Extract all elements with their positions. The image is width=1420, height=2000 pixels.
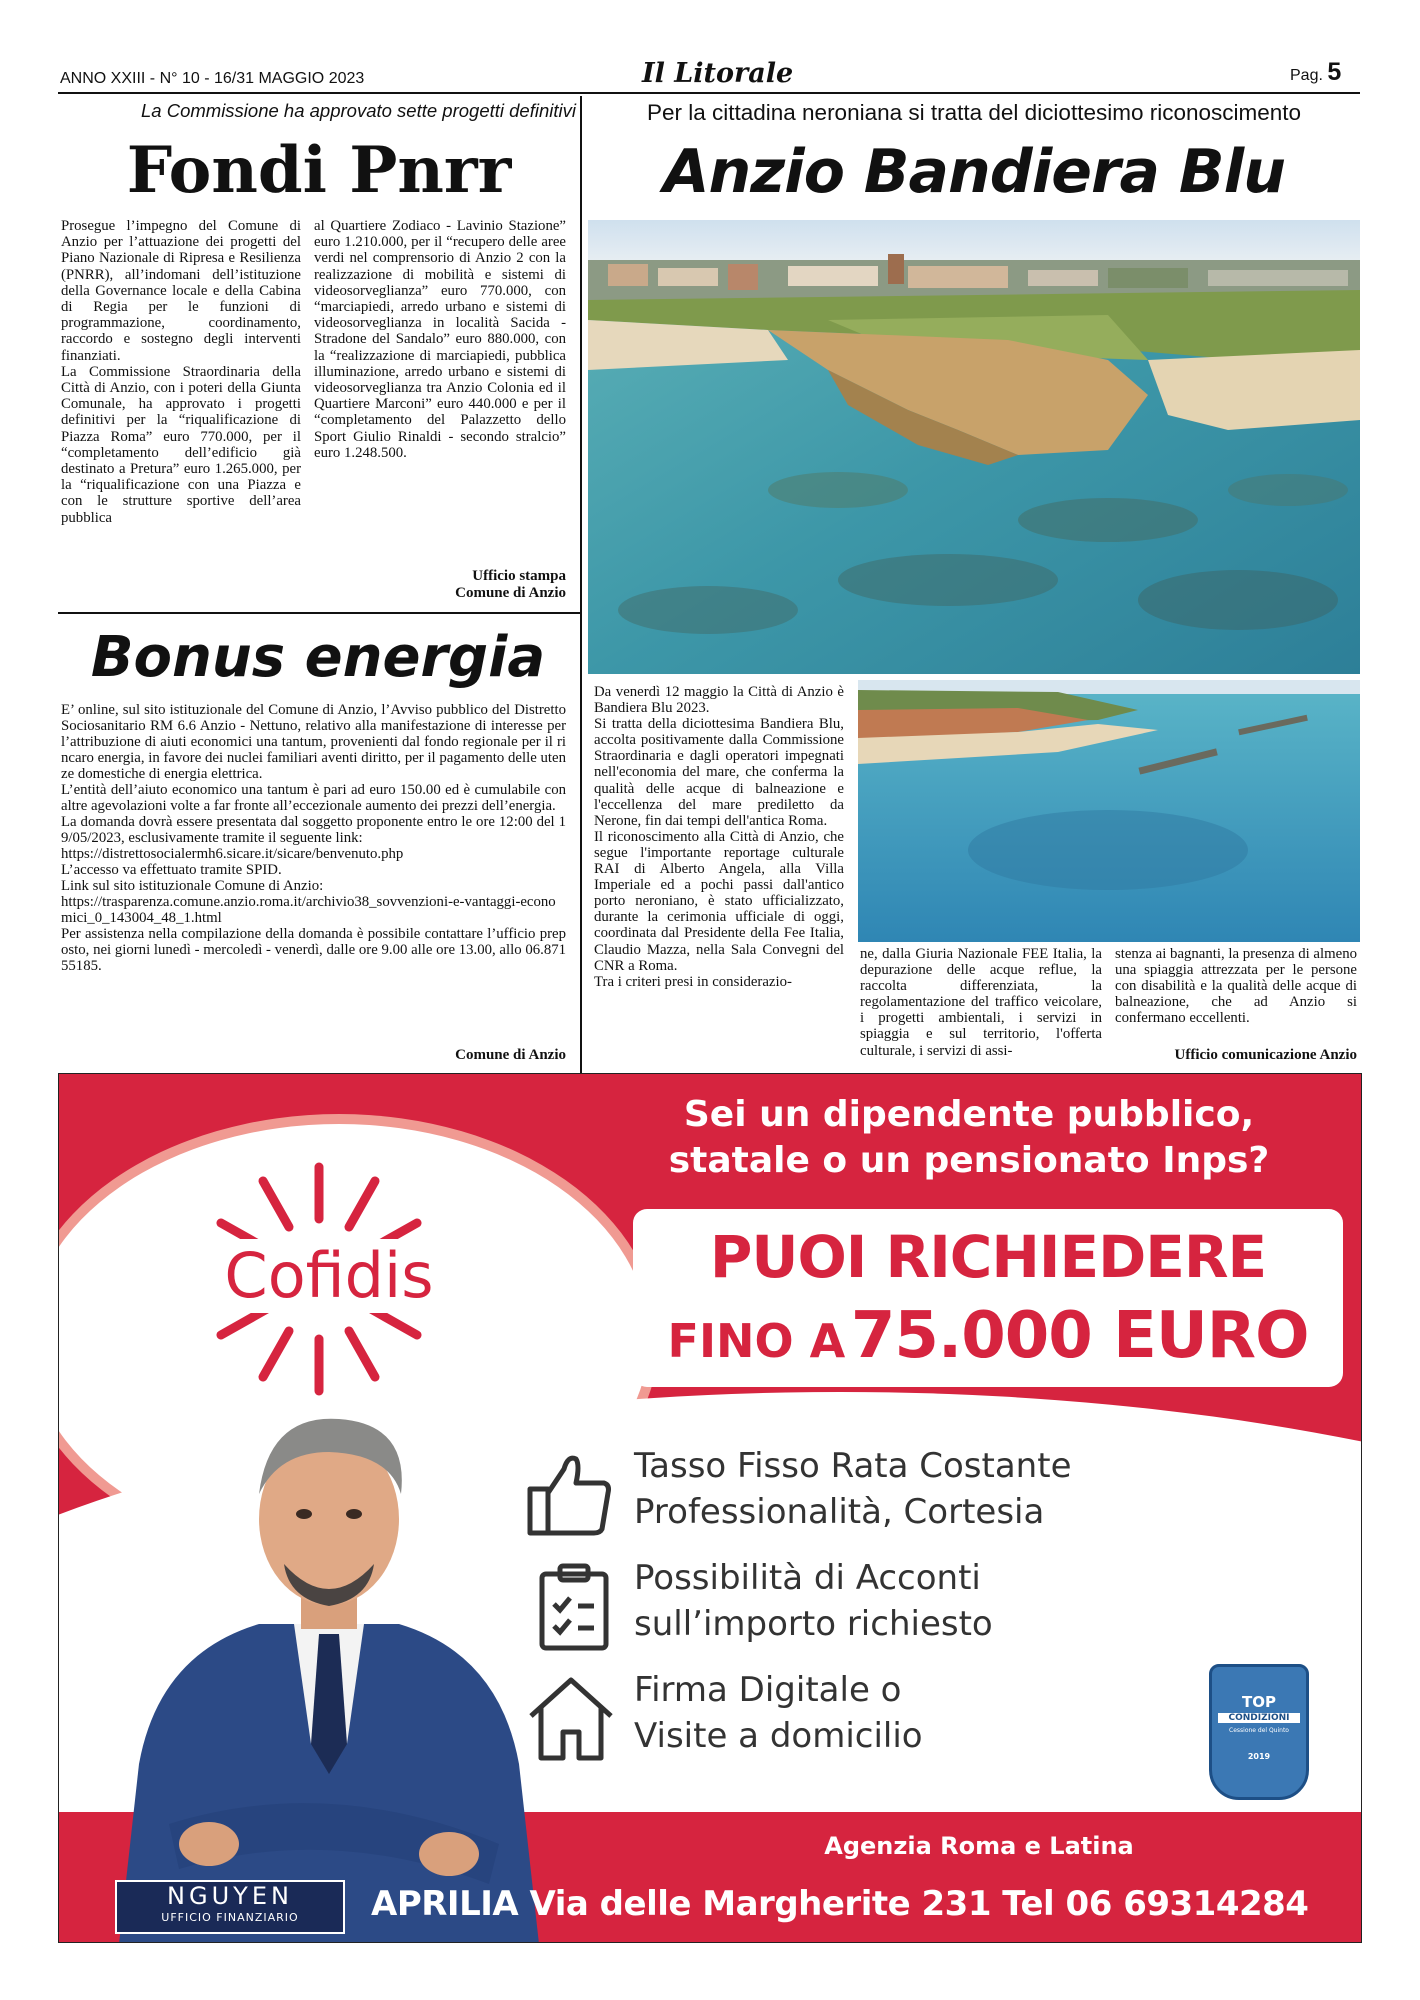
page-number-block <box>1290 58 1341 87</box>
badge-sub: Cessione del Quinto <box>1229 1727 1289 1734</box>
issue-info: ANNO XXIII - N° 10 - 16/31 MAGGIO 2023 <box>60 70 365 87</box>
house-icon <box>525 1674 617 1764</box>
page-label: Pag. <box>1290 67 1323 84</box>
anzio-kicker: Per la cittadina neroniana si tratta del diciottesimo riconoscimento <box>646 100 1302 125</box>
feature-3-line-2: Visite a domicilio <box>634 1716 923 1756</box>
feature-3-line-1: Firma Digitale o <box>634 1670 902 1710</box>
spokesman-photo <box>79 1324 579 1943</box>
section-rule <box>58 612 580 614</box>
anzio-aerial-photo <box>588 220 1360 674</box>
offer-box <box>633 1209 1343 1387</box>
fondi-column-1: Prosegue l’impegno del Comune di Anzio per l’attuazione dei progetti del Piano Nazionale di Ripresa e Resilienza (PNRR), all’indomani dell’istituzione della Governance locale e della Cabina di Regia per le funzioni di programmazione, coordinamento, raccordo e sostegno degli interventi finanziati. La Commissione Straordinaria della Città di Anzio, con i poteri della Giunta Comunale, ha approvato i progetti definitivi per la “riqualificazione di Piazza Roma” euro 770.000, per il “completamento dell’edificio già destinato a Pretura” euro 1.265.000, per la “riqualificazione con una Piazza e con le strutture sportive dell’area pubblica <box>61 218 301 526</box>
cofidis-ad <box>58 1073 1362 1943</box>
feature-2-line-2: sull’importo richiesto <box>634 1604 993 1644</box>
column-divider <box>580 96 582 1080</box>
anzio-column-3: stenza ai bagnanti, la presenza di almeno una spiaggia attrezzata per le persone con disabilità e la qualità delle acque di balneazione, che ad Anzio si confermano eccellenti. <box>1115 946 1357 1027</box>
brand-logo: Cofidis <box>179 1239 479 1313</box>
partner-logo <box>115 1880 345 1934</box>
feature-1-line-1: Tasso Fisso Rata Costante <box>634 1446 1072 1486</box>
partner-sub: UFFICIO FINANZIARIO <box>161 1911 299 1924</box>
thumbs-up-icon <box>524 1449 614 1539</box>
bonus-signature: Comune di Anzio <box>455 1047 566 1063</box>
agency-label: Agenzia Roma e Latina <box>824 1832 1134 1860</box>
clipboard-icon <box>534 1562 614 1652</box>
badge-top: TOP <box>1242 1693 1276 1711</box>
feature-1-line-2: Professionalità, Cortesia <box>634 1492 1045 1532</box>
fondi-signature-1: Ufficio stampa <box>472 568 566 584</box>
offer-amount: 75.000 EURO <box>850 1299 1309 1373</box>
header-rule <box>58 92 1360 94</box>
anzio-title: Anzio Bandiera Blu <box>663 137 1285 207</box>
anzio-column-1: Da venerdì 12 maggio la Città di Anzio è Bandiera Blu 2023. Si tratta della diciottesima Bandiera Blu, accolta positivamente dalla Commissione Straordinaria e dagli operatori impegnati nell'economia del mare, che conferma la qualità delle acque di balneazione e l'eccellenza del mare prediletto da Nerone, fin dai tempi dell'antica Roma. Il riconoscimento alla Città di Anzio, che segue l'importante reportage culturale RAI di Alberto Angela, alla Villa Imperiale ed a pochi passi dall'antico porto neroniano, è stato ufficializzato, durante la cerimonia ufficiale di oggi, coordinata dal Presidente della Fee Italia, Claudio Mazza, nella Sala Convegni del CNR a Roma. Tra i criteri presi in considerazio- <box>594 684 844 990</box>
partner-name: NGUYEN <box>167 1882 293 1910</box>
page-number: 5 <box>1327 58 1342 86</box>
fondi-title: Fondi Pnrr <box>126 133 512 208</box>
masthead: Il Litorale <box>642 58 794 89</box>
badge-middle: CONDIZIONI <box>1218 1713 1300 1723</box>
anzio-beach-photo <box>858 680 1360 942</box>
feature-2-line-1: Possibilità di Acconti <box>634 1558 981 1598</box>
fondi-column-2: al Quartiere Zodiaco - Lavinio Stazione” euro 1.210.000, per il “recupero delle aree verdi nel comprensorio di Anzio 2 con la realizzazione di mobilità e sistemi di videosorveglianza” euro 770.000, con “marciapiedi, arredo urbano e sistemi di videosorveglianza in località Sacida - Stradone del Sandalo” euro 880.000, con la “realizzazione di marciapiedi, pubblica illuminazione, arredo urbano e sistemi di videosorveglianza tra Anzio Colonia ed il Quartiere Marconi” euro 440.000 e per il “completamento del Palazzetto dello Sport Giulio Rinaldi - secondo stralcio” euro 1.248.500. <box>314 218 566 461</box>
offer-line-2 <box>633 1299 1343 1373</box>
offer-prefix: FINO A <box>667 1314 846 1368</box>
ad-question-1: Sei un dipendente pubblico, <box>683 1094 1255 1135</box>
bonus-body: E’ online, sul sito istituzionale del Comune di Anzio, l’Avviso pubblico del Distretto Sociosanitario RM 6.6 Anzio - Nettuno, relativo alla manifestazione di interesse per l’attribuzione di aiuti economici una tantum, provenienti dal fondo regionale per il rincaro energia, in favore dei nuclei familiari aventi diritto, per il pagamento delle utenze domestiche di energia elettrica. L’entità dell’aiuto economico una tantum è pari ad euro 150.00 ed è cumulabile con altre agevolazioni volte a far fronte all’eccezionale aumento dei prezzi dell’energia. La domanda dovrà essere presentata dal soggetto proponente entro le ore 12:00 del 19/05/2023, esclusivamente tramite il seguente link: https://distrettosocialermh6.sicare.it/sicare/benvenuto.php L’accesso va effettuato tramite SPID. Link sul sito istituzionale Comune di Anzio: https://trasparenza.comune.anzio.roma.it/archivio38_sovvenzioni-e-vantaggi-economici_0_143004_48_1.html Per assistenza nella compilazione della domanda è possibile contattare l’ufficio preposto, nei giorni lunedì - mercoledì - venerdì, dalle ore 9.00 alle ore 13.00, allo 06.87155185. <box>61 702 567 974</box>
ad-question-2: statale o un pensionato Inps? <box>668 1140 1270 1181</box>
fondi-signature-2: Comune di Anzio <box>455 585 566 601</box>
anzio-column-2: ne, dalla Giuria Nazionale FEE Italia, la depurazione delle acque reflue, la raccolta differenziata, la regolamentazione del traffico veicolare, i progetti ambientali, i servizi in spiaggia e sul territorio, l'offerta culturale, i servizi di assi- <box>860 946 1102 1059</box>
badge-year: 2019 <box>1247 1752 1271 1761</box>
fondi-kicker: La Commissione ha approvato sette progetti definitivi <box>141 100 576 121</box>
address-line: APRILIA Via delle Margherite 231 Tel 06 69314284 <box>371 1884 1309 1924</box>
offer-line-1: PUOI RICHIEDERE <box>709 1223 1267 1291</box>
anzio-signature: Ufficio comunicazione Anzio <box>1174 1047 1357 1063</box>
top-conditions-badge <box>1209 1664 1309 1800</box>
bonus-title: Bonus energia <box>90 625 546 690</box>
